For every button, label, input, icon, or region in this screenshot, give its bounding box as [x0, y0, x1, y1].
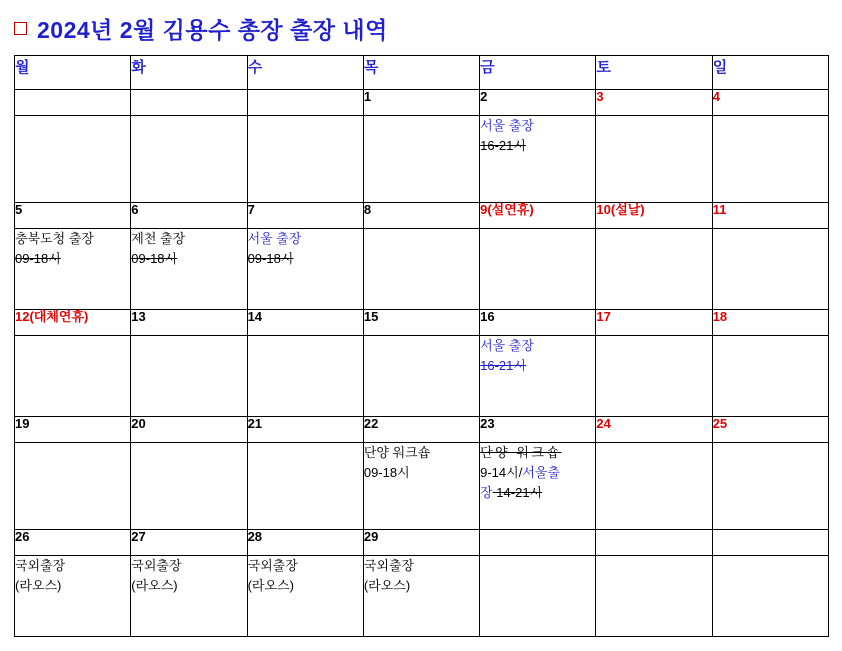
day-number: [131, 90, 247, 116]
day-cell-events: [15, 336, 131, 417]
day-number: 9(설연휴): [480, 203, 596, 229]
day-cell-events: [480, 443, 596, 530]
day-cell-events: [131, 229, 247, 310]
weekday-header-mon: 월: [15, 56, 131, 90]
event-text: 국외출장: [15, 558, 66, 573]
day-cell-events: [131, 336, 247, 417]
day-cell-events: [15, 116, 131, 203]
event-text: 단양 워크숍: [480, 445, 562, 460]
day-cell-events: [363, 229, 479, 310]
day-cell-events: [712, 116, 828, 203]
day-cell-events: [712, 229, 828, 310]
event-time-cont: [480, 483, 595, 503]
day-cell-events: [247, 336, 363, 417]
event-time: 16-21시: [480, 138, 526, 154]
week-row-events: [15, 229, 829, 310]
event-detail: (라오스): [363, 578, 411, 594]
day-number: [15, 90, 131, 116]
day-number: 27: [131, 530, 247, 556]
event-text: 국외출장: [363, 558, 415, 573]
weekday-header-sun: 일: [712, 56, 828, 90]
day-number: 13: [131, 310, 247, 336]
day-cell-events: [596, 336, 712, 417]
day-number: 3: [596, 90, 712, 116]
event-text-part2: 서울출: [522, 465, 561, 481]
weekday-header-sat: 토: [596, 56, 712, 90]
calendar-header: [15, 56, 829, 90]
day-number: 28: [247, 530, 363, 556]
day-cell-events: [480, 556, 596, 637]
checkbox-empty-icon: [14, 22, 27, 35]
day-cell-events: [712, 443, 828, 530]
week-row-events: [15, 116, 829, 203]
event-time: 09-18시: [363, 465, 410, 481]
event-text: 국외출장: [247, 558, 298, 573]
day-cell-events: [363, 443, 479, 530]
weekday-header-wed: 수: [247, 56, 363, 90]
day-cell-events: [131, 556, 247, 637]
day-number: [712, 530, 828, 556]
event-text: 서울 출장: [247, 231, 302, 246]
page-title: 2024년 2월 김용수 총장 출장 내역: [37, 17, 388, 43]
weekday-header-tue: 화: [131, 56, 247, 90]
day-cell-events: [363, 336, 479, 417]
event-time: 09-18시: [131, 251, 178, 267]
day-number: 7: [247, 203, 363, 229]
day-cell-events: [480, 336, 596, 417]
event-time: [480, 463, 595, 483]
event-text: 충북도청 출장: [15, 231, 94, 246]
day-cell-events: [247, 229, 363, 310]
day-cell-events: [15, 443, 131, 530]
day-number: [480, 530, 596, 556]
event-text: 서울 출장: [480, 118, 534, 133]
week-row-daynumbers: [15, 417, 829, 443]
document-title-row: [0, 0, 842, 55]
week-row-daynumbers: [15, 310, 829, 336]
weekday-header-fri: 금: [480, 56, 596, 90]
weekday-header-row: [15, 56, 829, 90]
day-number: 5: [15, 203, 131, 229]
day-cell-events: [596, 116, 712, 203]
day-number: 10(설날): [596, 203, 712, 229]
event-text: 단양 워크숍: [363, 445, 431, 460]
day-number: 21: [247, 417, 363, 443]
day-number: 15: [363, 310, 479, 336]
event-time: 16-21시: [480, 358, 526, 374]
event-time: 09-18시: [247, 251, 294, 267]
day-number: 26: [15, 530, 131, 556]
week-row-daynumbers: [15, 530, 829, 556]
day-cell-events: [15, 229, 131, 310]
day-cell-events: [131, 116, 247, 203]
day-number: 2: [480, 90, 596, 116]
day-number: 4: [712, 90, 828, 116]
week-row-daynumbers: [15, 203, 829, 229]
day-number: 16: [480, 310, 596, 336]
event-text-part3: 장: [480, 485, 493, 501]
day-number: 22: [363, 417, 479, 443]
day-cell-events: [596, 229, 712, 310]
day-cell-events: [596, 556, 712, 637]
event-text: 국외출장: [131, 558, 182, 573]
day-number: 12(대체연휴): [15, 310, 131, 336]
day-cell-events: [131, 443, 247, 530]
day-number: 8: [363, 203, 479, 229]
day-number: 14: [247, 310, 363, 336]
day-number: 20: [131, 417, 247, 443]
day-cell-events: [247, 556, 363, 637]
event-detail: (라오스): [247, 578, 294, 594]
schedule-calendar-table: [14, 55, 829, 637]
day-number: 1: [363, 90, 479, 116]
week-row-events: [15, 336, 829, 417]
day-number: 18: [712, 310, 828, 336]
event-detail: (라오스): [131, 578, 178, 594]
day-cell-events: [247, 116, 363, 203]
week-row-daynumbers: [15, 90, 829, 116]
day-cell-events: [15, 556, 131, 637]
day-number: 29: [363, 530, 479, 556]
week-row-events: [15, 443, 829, 530]
day-cell-events: [363, 556, 479, 637]
week-row-events: [15, 556, 829, 637]
day-number: 6: [131, 203, 247, 229]
day-number: 11: [712, 203, 828, 229]
day-cell-events: [596, 443, 712, 530]
day-cell-events: [712, 336, 828, 417]
event-time-part1: 9-14시/: [480, 465, 523, 481]
event-text: 서울 출장: [480, 338, 534, 353]
day-number: [247, 90, 363, 116]
calendar-body: [15, 90, 829, 637]
event-detail: (라오스): [15, 578, 62, 594]
day-number: 19: [15, 417, 131, 443]
day-cell-events: [247, 443, 363, 530]
day-cell-events: [480, 229, 596, 310]
weekday-header-thu: 목: [363, 56, 479, 90]
day-number: 17: [596, 310, 712, 336]
event-time: 09-18시: [15, 251, 61, 267]
day-number: [596, 530, 712, 556]
day-number: 25: [712, 417, 828, 443]
event-text: 제천 출장: [131, 231, 186, 246]
event-time-part4: 14-21시: [492, 485, 543, 501]
day-number: 24: [596, 417, 712, 443]
day-number: 23: [480, 417, 596, 443]
day-cell-events: [480, 116, 596, 203]
day-cell-events: [712, 556, 828, 637]
day-cell-events: [363, 116, 479, 203]
